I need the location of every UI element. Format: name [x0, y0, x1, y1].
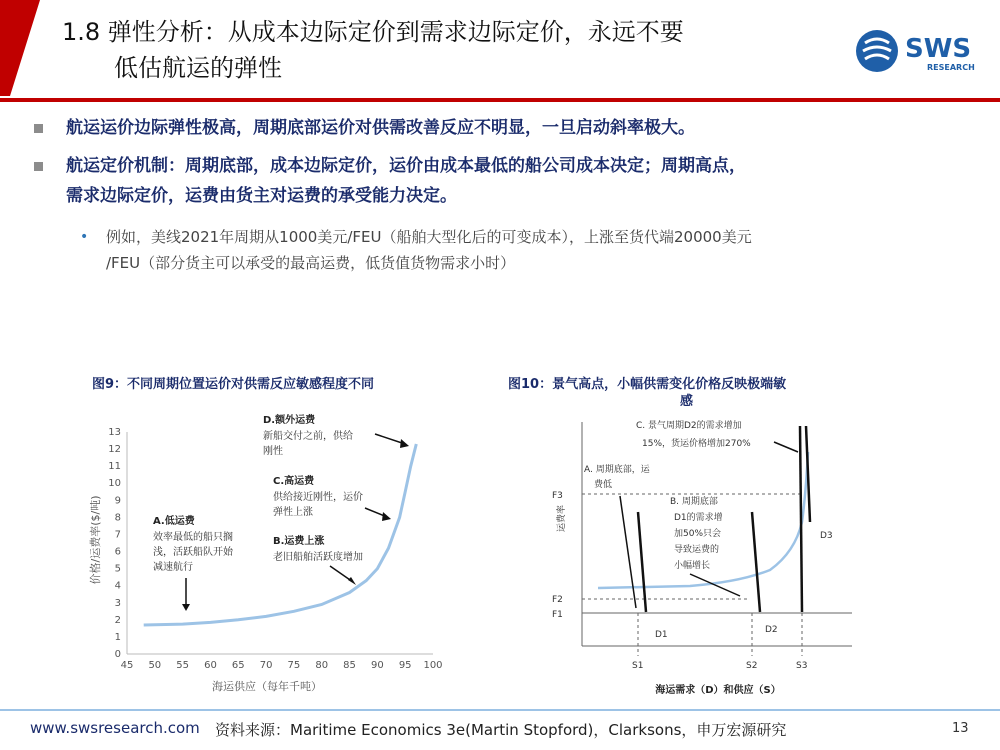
figure9-y-tick-label: 10	[108, 478, 121, 490]
figure9-x-tick-label: 65	[231, 660, 245, 671]
figure9-y-tick-label: 7	[114, 529, 121, 541]
figure9-annot-d-l1: 新船交付之前，供给	[263, 431, 353, 442]
figure9-y-tick-label: 5	[114, 563, 121, 575]
figure10-xlabel: 海运需求（D）和供应（S）	[655, 685, 781, 696]
figure9-caption: 图9：不同周期位置运价对供需反应敏感程度不同	[92, 377, 375, 392]
logo-text: SWS	[905, 34, 972, 64]
footer-website-link[interactable]: www.swsresearch.com	[30, 719, 200, 737]
figure9-x-tick-label: 55	[176, 660, 190, 671]
figure9-x-tick-label: 80	[315, 660, 329, 671]
figure9-y-tick-label: 6	[114, 546, 121, 558]
bullet-2-line1: 航运定价机制：周期底部，成本边际定价，运价由成本最低的船公司成本决定；周期高点，	[66, 156, 746, 176]
page-title	[62, 14, 822, 86]
figure10-annot-b-l5: 小幅增长	[674, 561, 711, 571]
page-number: 13	[952, 721, 969, 736]
figure9-annot-a-l3: 减速航行	[153, 562, 193, 573]
figure9-annot-a-l2: 浅，活跃船队开始	[153, 547, 233, 558]
figure9-annot-c-l2: 弹性上涨	[273, 507, 313, 518]
sub-bullet-dot: •	[80, 229, 89, 245]
page-title-line2: 低估航运的弹性	[114, 54, 282, 82]
figure9-x-tick-label: 70	[259, 660, 273, 671]
figure9-arrowhead-b	[348, 577, 356, 585]
figure9-x-tick-label: 50	[148, 660, 162, 671]
figure9-annot-a-l1: 效率最低的船只搁	[153, 532, 233, 543]
figure9-annot-c-l1: 供给接近刚性，运价	[273, 492, 363, 503]
figure10-d2-line	[752, 512, 760, 612]
sws-logo	[855, 27, 985, 75]
figure9-chart	[85, 400, 450, 700]
figure9-x-tick-label: 75	[287, 660, 301, 671]
figure9-annot-d-title: D.额外运费	[263, 415, 316, 426]
figure10-d1-label: D1	[655, 630, 668, 640]
figure9-y-tick-label: 0	[114, 649, 121, 660]
figure9-y-tick-label: 13	[108, 427, 121, 438]
figure10-annot-c-l2: 15%，货运价格增加270%	[642, 439, 751, 449]
figure9-y-tick-label: 3	[114, 597, 121, 609]
bullet-square-2	[34, 162, 43, 171]
figure9-annot-a-title: A.低运费	[153, 516, 195, 527]
figure9-ylabel: 价格/运费率($/吨)	[89, 495, 102, 585]
figure10-d1-line	[638, 512, 646, 612]
figure9-annot-c-title: C.高运费	[273, 476, 315, 487]
figure9-annot-b-l1: 老旧船舶活跃度增加	[273, 552, 363, 563]
figure10-s1-label: S1	[632, 661, 644, 671]
sub-bullet-line1: 例如，美线2021年周期从1000美元/FEU（船舶大型化后的可变成本），上涨至货代端20000美元	[106, 228, 752, 246]
figure10-ylabel: 运费率	[557, 504, 567, 532]
figure9-y-tick-label: 2	[114, 614, 121, 626]
figure10-annot-c-l1: C. 景气周期D2的需求增加	[636, 421, 742, 431]
bullet-2-line2: 需求边际定价，运费由货主对运费的承受能力决定。	[66, 186, 457, 206]
figure9-y-tick-label: 8	[114, 512, 121, 524]
figure10-annot-b-l1: B. 周期底部	[670, 497, 718, 507]
figure9-x-tick-label: 60	[204, 660, 217, 671]
footer-source: 资料来源：Maritime Economics 3e(Martin Stopford)，Clarksons，申万宏源研究	[215, 721, 787, 739]
figure9-x-tick-label: 90	[370, 660, 384, 671]
figure9-y-tick-label: 4	[114, 580, 121, 592]
footer-divider	[0, 709, 1000, 711]
figure10-d2-label: D2	[765, 625, 778, 635]
figure9-y-tick-label: 1	[114, 631, 121, 643]
figure9-annot-d-l2: 刚性	[263, 446, 283, 457]
bullet-1-text: 航运运价边际弹性极高，周期底部运价对供需改善反应不明显，一旦启动斜率极大。	[66, 118, 695, 138]
figure10-caption-line2: 感	[680, 394, 694, 409]
title-accent-stripe	[0, 0, 40, 96]
figure9-arrowhead-d	[400, 439, 409, 448]
figure10-f1-label: F1	[552, 610, 563, 620]
figure10-annot-b-l3: 加50%只会	[674, 529, 722, 539]
figure9-y-tick-label: 12	[108, 444, 121, 456]
figure10-annot-a-l1: A. 周期底部，运	[584, 465, 650, 475]
figure10-annot-a-l2: 费低	[594, 480, 613, 490]
figure10-d3-line	[800, 426, 802, 612]
figure9-x-tick-label: 95	[398, 660, 412, 671]
figure10-annot-b-l4: 导致运费的	[674, 545, 720, 555]
figure9-y-tick-label: 9	[114, 495, 121, 507]
figure10-arrow-a	[620, 496, 636, 608]
figure9-arrowhead-a	[182, 604, 190, 611]
title-divider	[0, 98, 1000, 102]
figure10-d3-label: D3	[820, 531, 833, 541]
figure10-f3-label: F3	[552, 491, 563, 501]
figure9-y-tick-label: 11	[108, 461, 121, 473]
sub-bullet-line2: /FEU（部分货主可以承受的最高运费，低货值货物需求小时）	[106, 254, 516, 272]
figure9-xlabel: 海运供应（每年千吨）	[212, 680, 322, 693]
figure10-arrow-c	[774, 442, 798, 452]
figure10-annot-b-l2: D1的需求增	[674, 513, 723, 523]
figure10-f2-label: F2	[552, 595, 563, 605]
figure10-s3-label: S3	[796, 661, 808, 671]
figure9-x-tick-label: 100	[423, 660, 443, 671]
bullet-square-1	[34, 124, 43, 133]
figure9-annot-b-title: B.运费上涨	[273, 536, 325, 547]
figure9-x-tick-label: 85	[343, 660, 356, 671]
figure10-caption-line1: 图10：景气高点，小幅供需变化价格反映极端敏	[508, 377, 787, 392]
page-title-line1: 1.8 弹性分析：从成本边际定价到需求边际定价，永远不要	[62, 18, 684, 46]
logo-subtext: RESEARCH	[927, 63, 975, 72]
figure10-chart	[540, 412, 860, 702]
figure9-arrowhead-c	[382, 512, 391, 521]
figure9-arrow-d	[375, 434, 405, 444]
figure9-x-tick-label: 45	[120, 660, 134, 671]
figure10-s2-label: S2	[746, 661, 758, 671]
